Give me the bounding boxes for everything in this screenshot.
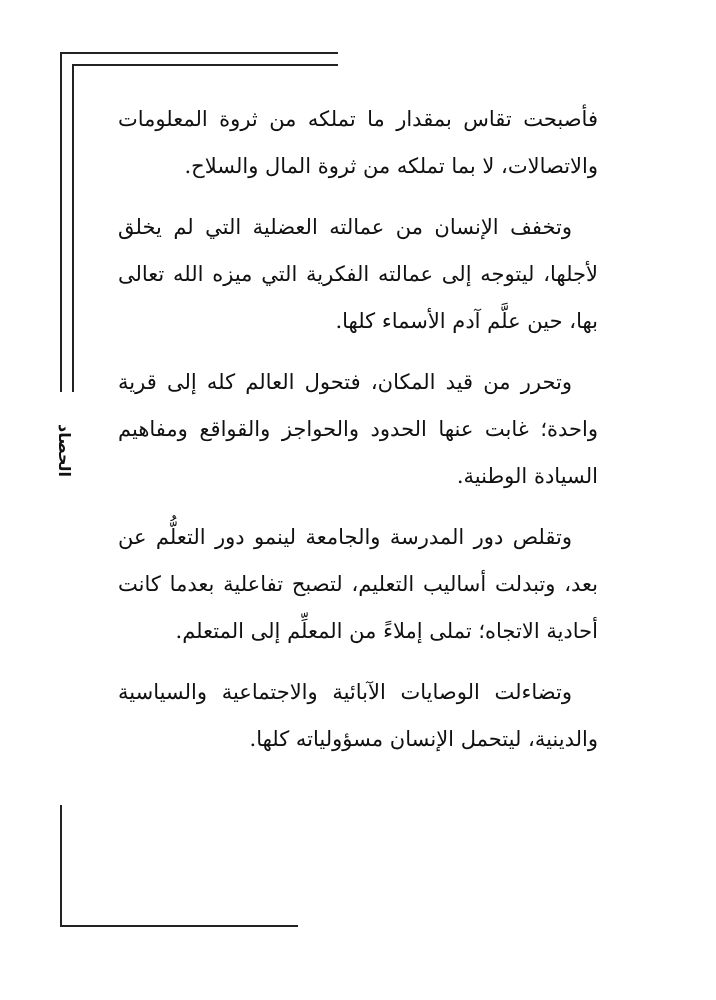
frame-line-left-inner — [72, 64, 74, 392]
paragraph-5: وتضاءلت الوصايات الآبائية والاجتماعية والسياسية والدينية، ليتحمل الإنسان مسؤولياته كلها. — [118, 680, 598, 751]
running-head-text: الحصاد — [54, 423, 74, 477]
page-body — [118, 96, 598, 777]
paragraph-3: وتحرر من قيد المكان، فتحول العالم كله إلى قرية واحدة؛ غابت عنها الحدود والحواجز والقواقع ومفاهيم السيادة الوطنية. — [118, 370, 598, 488]
frame-line-top-inner — [72, 64, 338, 66]
paragraph-1: فأصبحت تقاس بمقدار ما تملكه من ثروة المعلومات والاتصالات، لا بما تملكه من ثروة المال والسلاح. — [118, 107, 598, 178]
frame-line-bottom-horizontal — [60, 925, 298, 927]
frame-line-bottom-vertical — [60, 805, 62, 927]
paragraph-4: وتقلص دور المدرسة والجامعة لينمو دور التعلُّم عن بعد، وتبدلت أساليب التعليم، لتصبح تفاعلية بعدما كانت أحادية الاتجاه؛ تملى إملاءً من المعلِّم إلى المتعلم. — [118, 525, 598, 643]
paragraph-2: وتخفف الإنسان من عمالته العضلية التي لم يخلق لأجلها، ليتوجه إلى عمالته الفكرية التي ميزه الله تعالى بها، حين علَّم آدم الأسماء كلها. — [118, 215, 598, 333]
frame-line-left-outer — [60, 52, 62, 392]
frame-line-top-outer — [60, 52, 338, 54]
running-head — [54, 410, 74, 490]
